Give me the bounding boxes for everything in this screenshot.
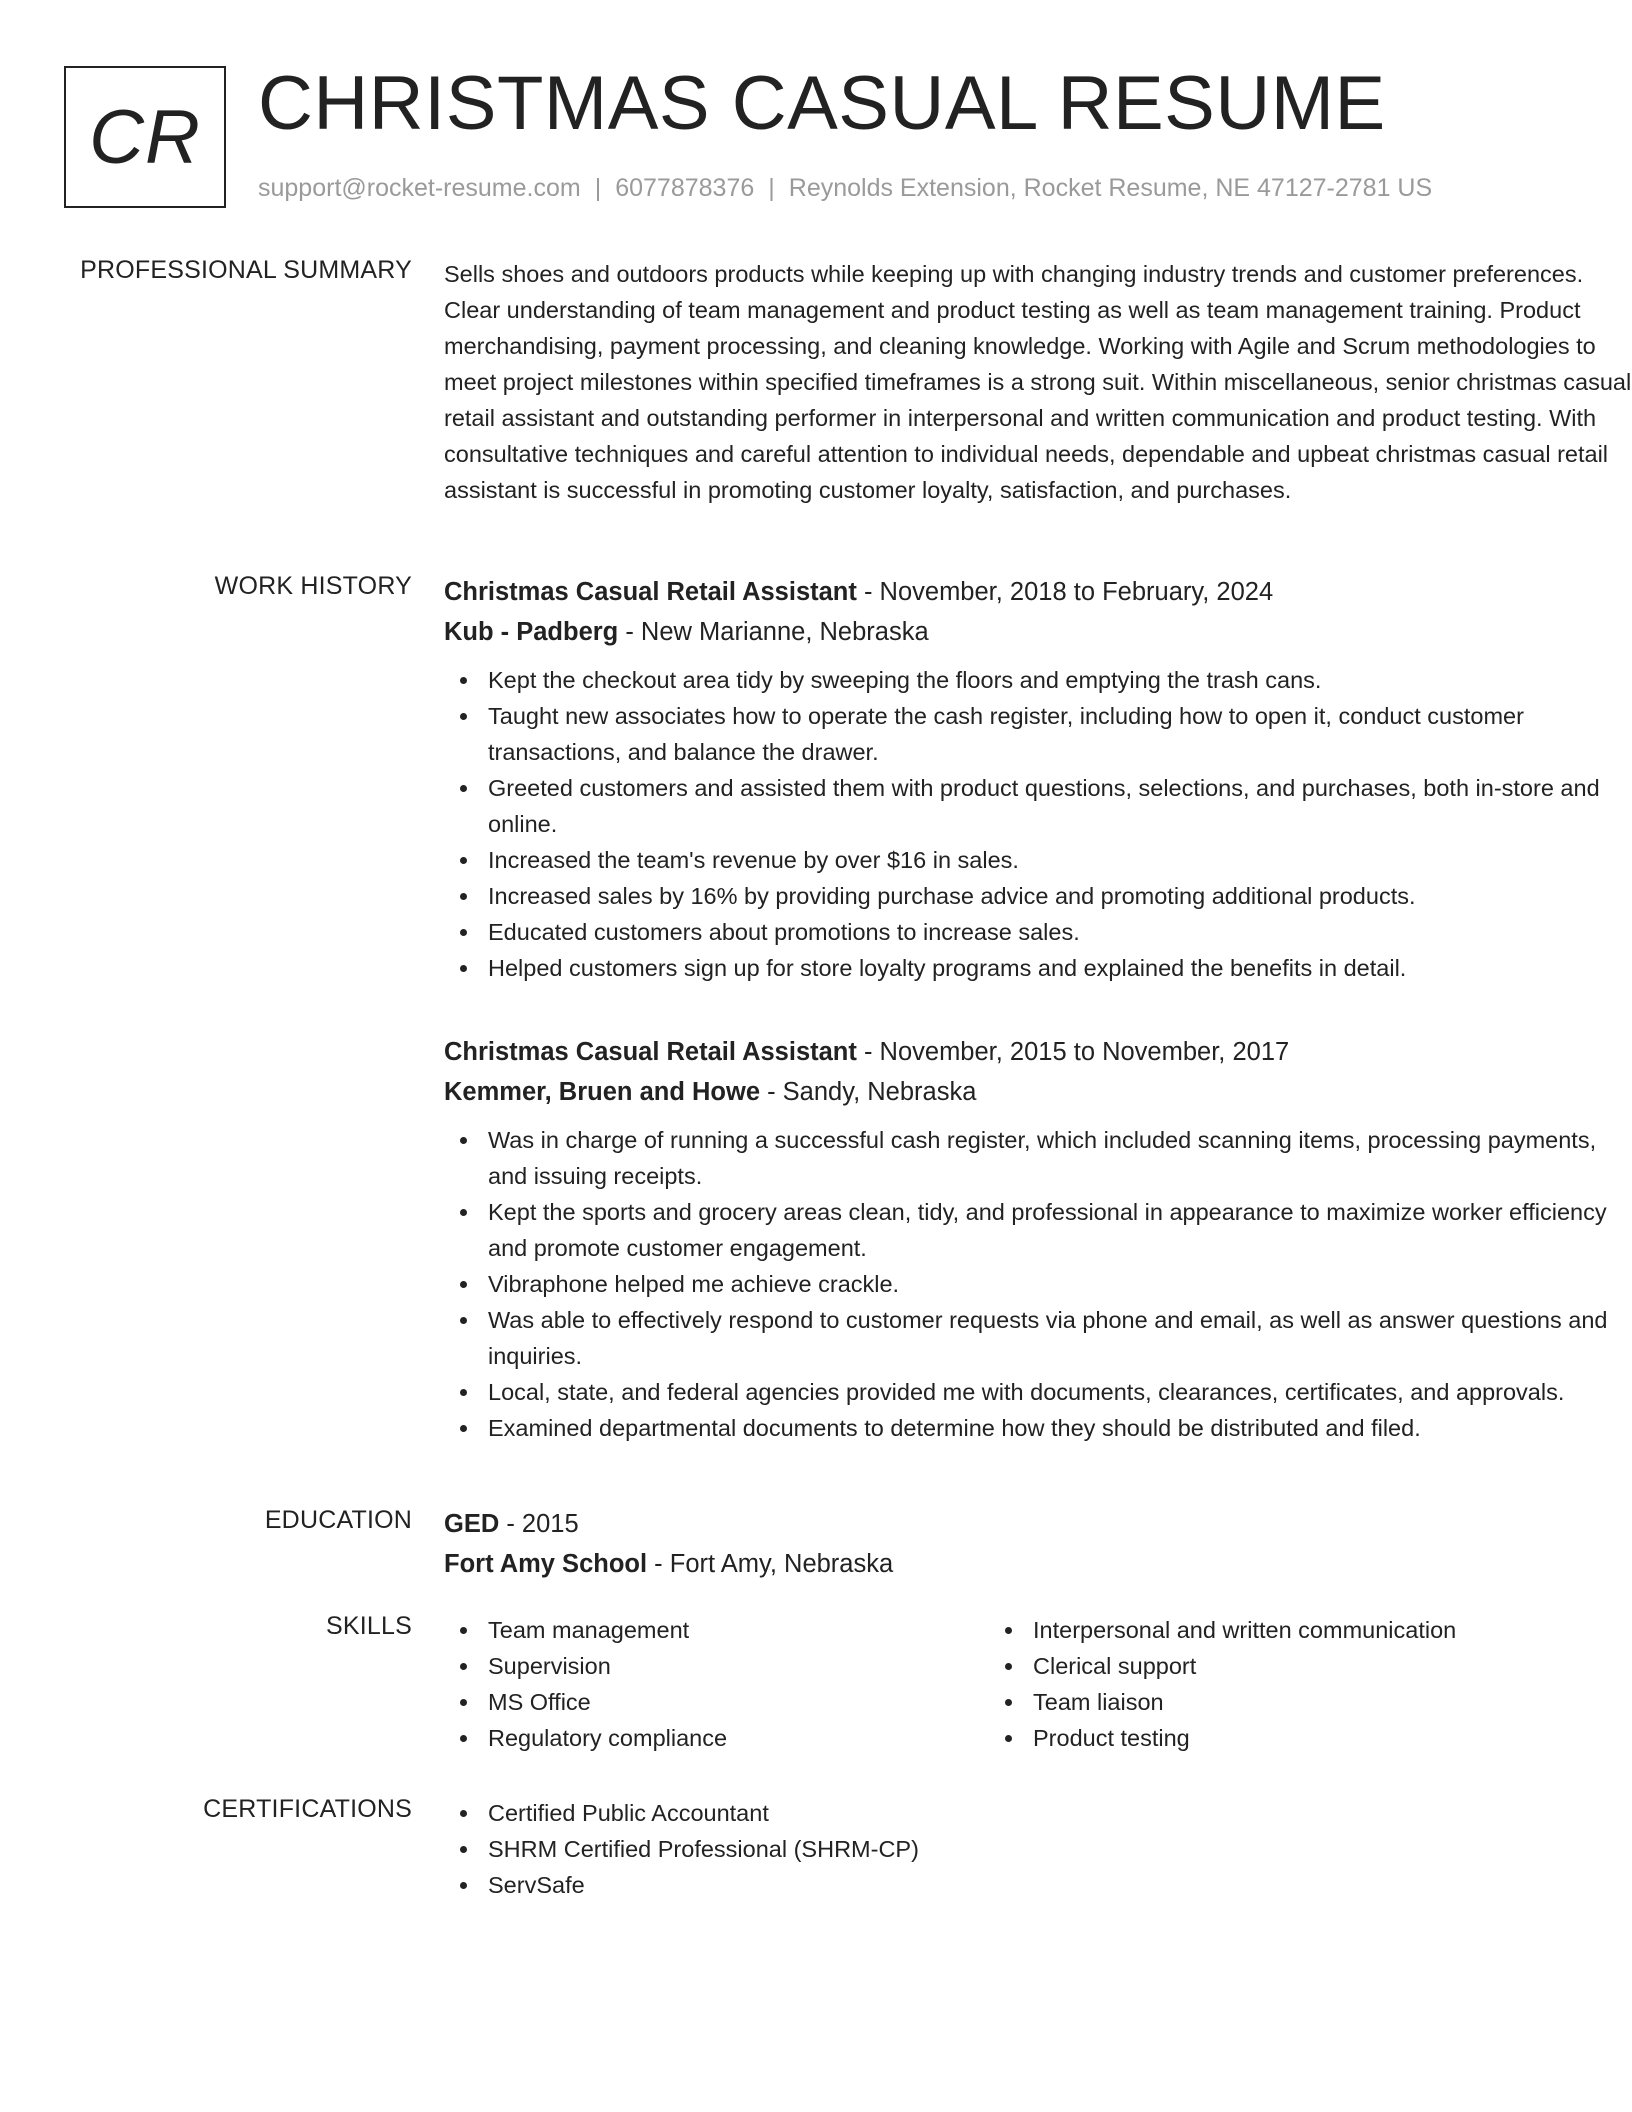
job-location: - Sandy, Nebraska	[760, 1078, 977, 1106]
skills-column-right	[989, 1612, 1534, 1756]
education-school: Fort Amy School	[444, 1550, 648, 1578]
job-title-line	[444, 1032, 1632, 1072]
education-degree-line	[444, 1504, 1632, 1544]
certifications-list	[444, 1795, 1632, 1903]
list-item: Was in charge of running a successful cash register, which included scanning items, processing payments, and issuing receipts.	[444, 1122, 1632, 1194]
job-company-line	[444, 612, 1632, 652]
list-item: Kept the sports and grocery areas clean, tidy, and professional in appearance to maximize worker efficiency and promote customer engagement.	[444, 1194, 1632, 1266]
list-item: Vibraphone helped me achieve crackle.	[444, 1266, 1632, 1302]
job-dates: - November, 2018 to February, 2024	[856, 578, 1274, 606]
job-entry	[444, 1032, 1632, 1446]
contact-separator: |	[594, 174, 602, 202]
job-company-line	[444, 1072, 1632, 1112]
contact-separator: |	[768, 174, 775, 202]
list-item: SHRM Certified Professional (SHRM-CP)	[444, 1831, 1632, 1867]
list-item: Certified Public Accountant	[444, 1795, 1632, 1831]
list-item: Team management	[444, 1612, 989, 1648]
job-company: Kub - Padberg	[444, 618, 619, 646]
section-label-education: EDUCATION	[264, 1506, 412, 1534]
section-label-skills: SKILLS	[326, 1612, 412, 1640]
list-item: MS Office	[444, 1684, 989, 1720]
job-company: Kemmer, Bruen and Howe	[444, 1078, 760, 1106]
job-bullets	[444, 1122, 1632, 1446]
job-title-line	[444, 572, 1632, 612]
contact-phone[interactable]: 6077878376	[615, 174, 755, 202]
list-item: Educated customers about promotions to increase sales.	[444, 914, 1632, 950]
contact-line	[258, 174, 1432, 203]
contact-address: Reynolds Extension, Rocket Resume, NE 47127-2781 US	[788, 174, 1433, 202]
education-degree: GED	[444, 1510, 500, 1538]
education-body	[444, 1504, 1632, 1584]
list-item: Helped customers sign up for store loyalty programs and explained the benefits in detail.	[444, 950, 1632, 986]
list-item: Taught new associates how to operate the cash register, including how to open it, conduct customer transactions, and balance the drawer.	[444, 698, 1632, 770]
job-entry	[444, 572, 1632, 986]
work-history-body	[444, 572, 1632, 1446]
resume-title: CHRISTMAS CASUAL RESUME	[258, 61, 1386, 146]
skills-body	[444, 1612, 1632, 1756]
summary-text: Sells shoes and outdoors products while keeping up with changing industry trends and customer preferences. Clear understanding of team management and product testing as well as team management training. Product merchandising, payment processing, and cleaning knowledge. Working with Agile and Scrum methodologies to meet project milestones within specified timeframes is a strong suit. Within miscellaneous, senior christmas casual retail assistant and outstanding performer in interpersonal and written communication and product testing. With consultative techniques and careful attention to individual needs, dependable and upbeat christmas casual retail assistant is successful in promoting customer loyalty, satisfaction, and purchases.	[444, 261, 1632, 503]
list-item: Product testing	[989, 1720, 1534, 1756]
list-item: Was able to effectively respond to customer requests via phone and email, as well as answer questions and inquiries.	[444, 1302, 1632, 1374]
job-title: Christmas Casual Retail Assistant	[444, 1038, 857, 1066]
job-location: - New Marianne, Nebraska	[618, 618, 929, 646]
list-item: Supervision	[444, 1648, 989, 1684]
certifications-body	[444, 1795, 1632, 1903]
skills-list	[989, 1612, 1534, 1756]
list-item: Examined departmental documents to determine how they should be distributed and filed.	[444, 1410, 1632, 1446]
list-item: ServSafe	[444, 1867, 1632, 1903]
job-title: Christmas Casual Retail Assistant	[444, 578, 857, 606]
list-item: Clerical support	[989, 1648, 1534, 1684]
education-year: - 2015	[499, 1510, 579, 1538]
section-label-work: WORK HISTORY	[214, 572, 412, 600]
education-school-line	[444, 1544, 1632, 1584]
list-item: Increased the team's revenue by over $16 in sales.	[444, 842, 1632, 878]
monogram: CR	[64, 66, 226, 208]
section-label-summary: PROFESSIONAL SUMMARY	[80, 256, 412, 284]
skills-list	[444, 1612, 989, 1756]
list-item: Greeted customers and assisted them with product questions, selections, and purchases, both in-store and online.	[444, 770, 1632, 842]
resume-header	[64, 61, 1584, 210]
list-item: Team liaison	[989, 1684, 1534, 1720]
job-bullets	[444, 662, 1632, 986]
list-item: Kept the checkout area tidy by sweeping the floors and emptying the trash cans.	[444, 662, 1632, 698]
list-item: Local, state, and federal agencies provided me with documents, clearances, certificates, and approvals.	[444, 1374, 1632, 1410]
section-label-certifications: CERTIFICATIONS	[203, 1795, 412, 1823]
list-item: Regulatory compliance	[444, 1720, 989, 1756]
job-dates: - November, 2015 to November, 2017	[856, 1038, 1290, 1066]
contact-email[interactable]: support@rocket-resume.com	[258, 174, 581, 202]
list-item: Increased sales by 16% by providing purchase advice and promoting additional products.	[444, 878, 1632, 914]
education-location: - Fort Amy, Nebraska	[647, 1550, 894, 1578]
list-item: Interpersonal and written communication	[989, 1612, 1534, 1648]
skills-column-left	[444, 1612, 989, 1756]
